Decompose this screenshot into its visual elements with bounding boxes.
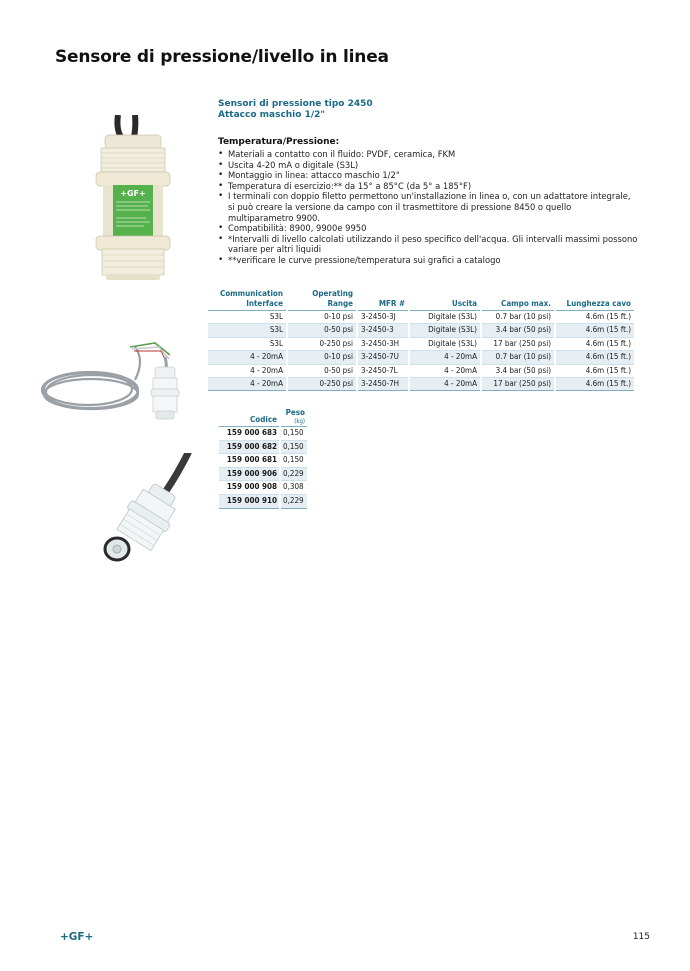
cell-cable-length: 4.6m (15 ft.) [555,311,634,324]
feature-item: • *Intervalli di livello calcolati utilizzando il peso specifico dell'acqua. Gli intervalli massimi possono variare per altri liquidi [218,234,638,255]
table-row [208,364,634,377]
cell-cable-length: 4.6m (15 ft.) [555,351,634,364]
table-row [208,337,634,350]
sensor-label-logo: +GF+ [120,189,146,198]
cell-cable-length: 4.6m (15 ft.) [555,337,634,350]
page-number: 115 [632,932,650,942]
cell-code: 159 000 682 [219,440,280,454]
cell-code: 159 000 910 [219,494,280,508]
cell-max-range: 3.4 bar (50 psi) [481,324,555,337]
col-header-range: Operating Range [287,289,357,311]
cell-range: 0-50 psi [287,324,357,337]
gf-logo: +GF+ [60,931,94,943]
cell-communication: S3L [208,337,287,350]
cell-max-range: 17 bar (250 psi) [481,378,555,391]
table-row [219,467,307,481]
table-row [208,351,634,364]
cell-mfr: 3-2450-7L [357,364,409,377]
table-row [219,454,307,468]
cell-weight: 0,150 [280,454,307,468]
feature-item: • Compatibilità: 8900, 9900e 9950 [218,223,638,234]
feature-item: • Temperatura di esercizio:** da 15° a 85°C (da 5° a 185°F) [218,181,638,192]
col-header-weight: Peso (kg) [280,408,307,427]
cell-communication: 4 - 20mA [208,351,287,364]
cell-max-range: 0.7 bar (10 psi) [481,311,555,324]
cell-mfr: 3-2450-3H [357,337,409,350]
subtitle-line-1: Sensori di pressione tipo 2450 [218,99,373,109]
cell-max-range: 3.4 bar (50 psi) [481,364,555,377]
cell-output: Digitale (S3L) [409,311,481,324]
cell-max-range: 0.7 bar (10 psi) [481,351,555,364]
feature-item: • Montaggio in linea: attacco maschio 1/2" [218,170,638,181]
cell-communication: 4 - 20mA [208,378,287,391]
cell-max-range: 17 bar (250 psi) [481,337,555,350]
cell-cable-length: 4.6m (15 ft.) [555,378,634,391]
sensor-photo-closeup [100,453,200,571]
cell-weight: 0,150 [280,440,307,454]
subtitle-line-2: Attacco maschio 1/2" [218,110,326,120]
table-row [208,311,634,324]
table-row [219,481,307,495]
cell-output: Digitale (S3L) [409,324,481,337]
cell-range: 0-250 psi [287,378,357,391]
specs-heading: Temperatura/Pressione: [218,137,340,147]
col-header-mfr: MFR # [357,289,409,311]
feature-item: • I terminali con doppio filetto permettono un'installazione in linea o, con un adattatore integrale, si può creare la versione da campo con il trasmettitore di pressione 8450 o quello multiparametro 9900. [218,191,638,223]
codes-table [219,408,307,509]
cell-range: 0-250 psi [287,337,357,350]
cell-communication: S3L [208,324,287,337]
cell-output: 4 - 20mA [409,364,481,377]
cell-weight: 0,308 [280,481,307,495]
col-header-cable-length: Lunghezza cavo [555,289,634,311]
table-row [208,324,634,337]
cell-code: 159 000 906 [219,467,280,481]
page-title: Sensore di pressione/livello in linea [55,47,389,67]
codes-table-header [219,408,307,427]
cell-output: 4 - 20mA [409,351,481,364]
col-header-communication: Communication Interface [208,289,287,311]
cell-cable-length: 4.6m (15 ft.) [555,324,634,337]
cell-output: 4 - 20mA [409,378,481,391]
cell-mfr: 3-2450-7U [357,351,409,364]
cell-weight: 0,150 [280,427,307,441]
col-header-code: Codice [219,408,280,427]
product-subtitle [218,99,373,121]
cell-communication: S3L [208,311,287,324]
feature-item: • Materiali a contatto con il fluido: PVDF, ceramica, FKM [218,149,638,160]
cell-mfr: 3-2450-3 [357,324,409,337]
cell-cable-length: 4.6m (15 ft.) [555,364,634,377]
cell-weight: 0,229 [280,467,307,481]
col-header-max-range: Campo max. [481,289,555,311]
feature-item: • **verificare le curve pressione/temperatura sui grafici a catalogo [218,255,638,266]
table-row [219,440,307,454]
cell-code: 159 000 681 [219,454,280,468]
cell-output: Digitale (S3L) [409,337,481,350]
specs-table [208,289,634,391]
feature-list [218,149,638,266]
cell-weight: 0,229 [280,494,307,508]
cell-mfr: 3-2450-7H [357,378,409,391]
sensor-photo-cable [35,335,205,425]
table-row [208,378,634,391]
sensor-photo-labeled [88,115,178,285]
cell-code: 159 000 683 [219,427,280,441]
table-row [219,494,307,508]
cell-range: 0-10 psi [287,311,357,324]
cell-mfr: 3-2450-3J [357,311,409,324]
feature-item: • Uscita 4-20 mA o digitale (S3L) [218,160,638,171]
cell-range: 0-50 psi [287,364,357,377]
cell-communication: 4 - 20mA [208,364,287,377]
weight-unit: (kg) [294,418,305,425]
specs-table-header [208,289,634,311]
table-row [219,427,307,441]
col-header-output: Uscita [409,289,481,311]
cell-range: 0-10 psi [287,351,357,364]
cell-code: 159 000 908 [219,481,280,495]
